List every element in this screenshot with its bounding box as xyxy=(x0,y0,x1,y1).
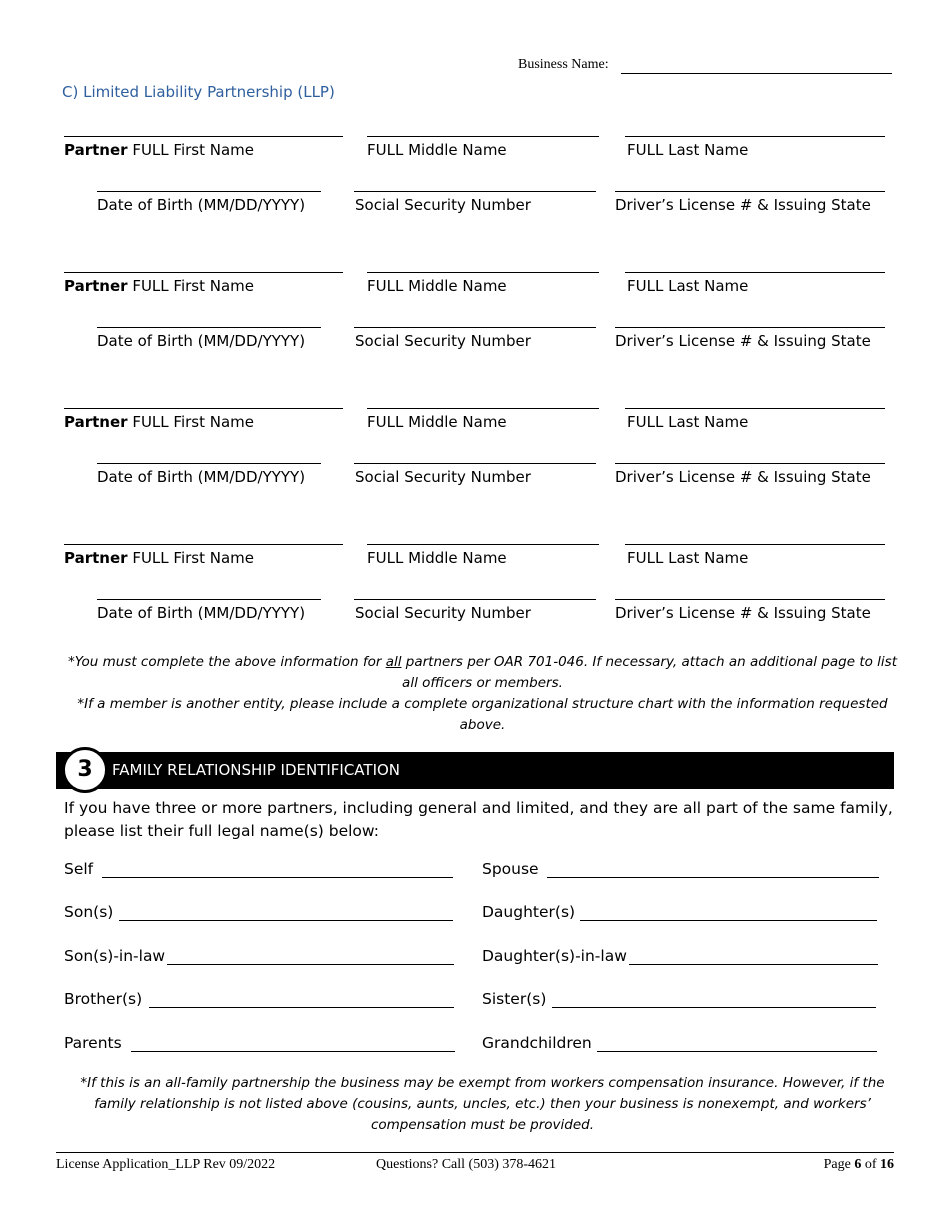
family-label-self: Self xyxy=(64,860,94,878)
partner-middle-name-field[interactable] xyxy=(367,272,599,273)
family-label-daughters: Daughter(s) xyxy=(482,903,576,921)
footer-page-number: Page 6 of 16 xyxy=(823,1157,894,1172)
family-label-sons: Son(s) xyxy=(64,903,114,921)
entity-note: *If a member is another entity, please include a complete organizational structure chart with the information requested above. xyxy=(77,696,888,733)
partner-last-name-label: FULL Last Name xyxy=(627,141,749,159)
partner-middle-name-field[interactable] xyxy=(367,136,599,137)
partner-ssn-field[interactable] xyxy=(354,327,596,328)
partner-ssn-field[interactable] xyxy=(354,599,596,600)
family-field-daughters-in-law[interactable] xyxy=(629,964,878,965)
partner-last-name-label: FULL Last Name xyxy=(627,413,749,431)
partner-license-field[interactable] xyxy=(615,191,885,192)
partner-license-field[interactable] xyxy=(615,327,885,328)
section-c-title: C) Limited Liability Partnership (LLP) xyxy=(62,83,335,101)
section-3-intro: If you have three or more partners, including general and limited, and they are all part of the same family, please list their full legal name(s) below: xyxy=(64,799,893,840)
partner-first-name-label: Partner FULL First Name xyxy=(64,141,254,159)
family-field-spouse[interactable] xyxy=(547,877,879,878)
partner-middle-name-label: FULL Middle Name xyxy=(367,413,507,431)
family-label-daughters-in-law: Daughter(s)-in-law xyxy=(482,947,627,965)
partner-ssn-field[interactable] xyxy=(354,191,596,192)
business-name-label: Business Name: xyxy=(518,57,609,72)
footer-form-id: License Application_LLP Rev 09/2022 xyxy=(56,1157,276,1172)
family-field-sisters[interactable] xyxy=(552,1007,876,1008)
partner-middle-name-field[interactable] xyxy=(367,544,599,545)
partner-last-name-label: FULL Last Name xyxy=(627,549,749,567)
partner-license-label: Driver’s License # & Issuing State xyxy=(615,604,871,622)
partner-dob-field[interactable] xyxy=(97,327,321,328)
partner-ssn-label: Social Security Number xyxy=(355,468,531,486)
family-label-brothers: Brother(s) xyxy=(64,990,143,1008)
partner-last-name-field[interactable] xyxy=(625,272,885,273)
partner-dob-field[interactable] xyxy=(97,463,321,464)
partner-license-label: Driver’s License # & Issuing State xyxy=(615,196,871,214)
partner-first-name-label: Partner FULL First Name xyxy=(64,277,254,295)
partner-license-label: Driver’s License # & Issuing State xyxy=(615,468,871,486)
partner-first-name-field[interactable] xyxy=(64,544,343,545)
partner-dob-field[interactable] xyxy=(97,599,321,600)
family-field-sons[interactable] xyxy=(119,920,453,921)
partner-license-field[interactable] xyxy=(615,599,885,600)
partner-ssn-label: Social Security Number xyxy=(355,332,531,350)
partner-ssn-label: Social Security Number xyxy=(355,196,531,214)
partner-last-name-field[interactable] xyxy=(625,408,885,409)
partner-middle-name-label: FULL Middle Name xyxy=(367,141,507,159)
partner-last-name-field[interactable] xyxy=(625,544,885,545)
partner-dob-label: Date of Birth (MM/DD/YYYY) xyxy=(97,468,306,486)
partner-license-field[interactable] xyxy=(615,463,885,464)
partner-dob-label: Date of Birth (MM/DD/YYYY) xyxy=(97,332,306,350)
partner-first-name-label: Partner FULL First Name xyxy=(64,413,254,431)
partner-middle-name-field[interactable] xyxy=(367,408,599,409)
partner-middle-name-label: FULL Middle Name xyxy=(367,277,507,295)
family-label-sons-in-law: Son(s)-in-law xyxy=(64,947,166,965)
family-label-grandchildren: Grandchildren xyxy=(482,1034,592,1052)
section-3-title: FAMILY RELATIONSHIP IDENTIFICATION xyxy=(112,761,401,779)
partner-ssn-label: Social Security Number xyxy=(355,604,531,622)
partner-dob-label: Date of Birth (MM/DD/YYYY) xyxy=(97,196,306,214)
partner-first-name-field[interactable] xyxy=(64,408,343,409)
partner-ssn-field[interactable] xyxy=(354,463,596,464)
partner-license-label: Driver’s License # & Issuing State xyxy=(615,332,871,350)
business-name-field[interactable] xyxy=(621,73,892,74)
partner-middle-name-label: FULL Middle Name xyxy=(367,549,507,567)
partner-first-name-label: Partner FULL First Name xyxy=(64,549,254,567)
family-field-self[interactable] xyxy=(102,877,453,878)
section-3-number-badge: 3 xyxy=(62,747,108,793)
family-field-daughters[interactable] xyxy=(580,920,877,921)
family-field-grandchildren[interactable] xyxy=(597,1051,877,1052)
family-field-parents[interactable] xyxy=(131,1051,455,1052)
partner-dob-field[interactable] xyxy=(97,191,321,192)
partner-first-name-field[interactable] xyxy=(64,136,343,137)
partner-last-name-label: FULL Last Name xyxy=(627,277,749,295)
family-label-spouse: Spouse xyxy=(482,860,539,878)
footer-rule xyxy=(56,1152,894,1153)
family-footnote: *If this is an all-family partnership the business may be exempt from workers compensation insurance. However, if the family relationship is not listed above (cousins, aunts, uncles, etc.) then your business is nonexempt, and workers’ compensation must be provided. xyxy=(80,1075,885,1133)
partner-last-name-field[interactable] xyxy=(625,136,885,137)
family-label-parents: Parents xyxy=(64,1034,122,1052)
footer-phone: Questions? Call (503) 378-4621 xyxy=(376,1157,557,1172)
family-label-sisters: Sister(s) xyxy=(482,990,547,1008)
all-partners-note: *You must complete the above information for all partners per OAR 701-046. If necessary, attach an additional page to list all officers or members. xyxy=(67,654,898,691)
family-field-brothers[interactable] xyxy=(149,1007,454,1008)
family-field-sons-in-law[interactable] xyxy=(167,964,454,965)
partner-first-name-field[interactable] xyxy=(64,272,343,273)
partner-dob-label: Date of Birth (MM/DD/YYYY) xyxy=(97,604,306,622)
